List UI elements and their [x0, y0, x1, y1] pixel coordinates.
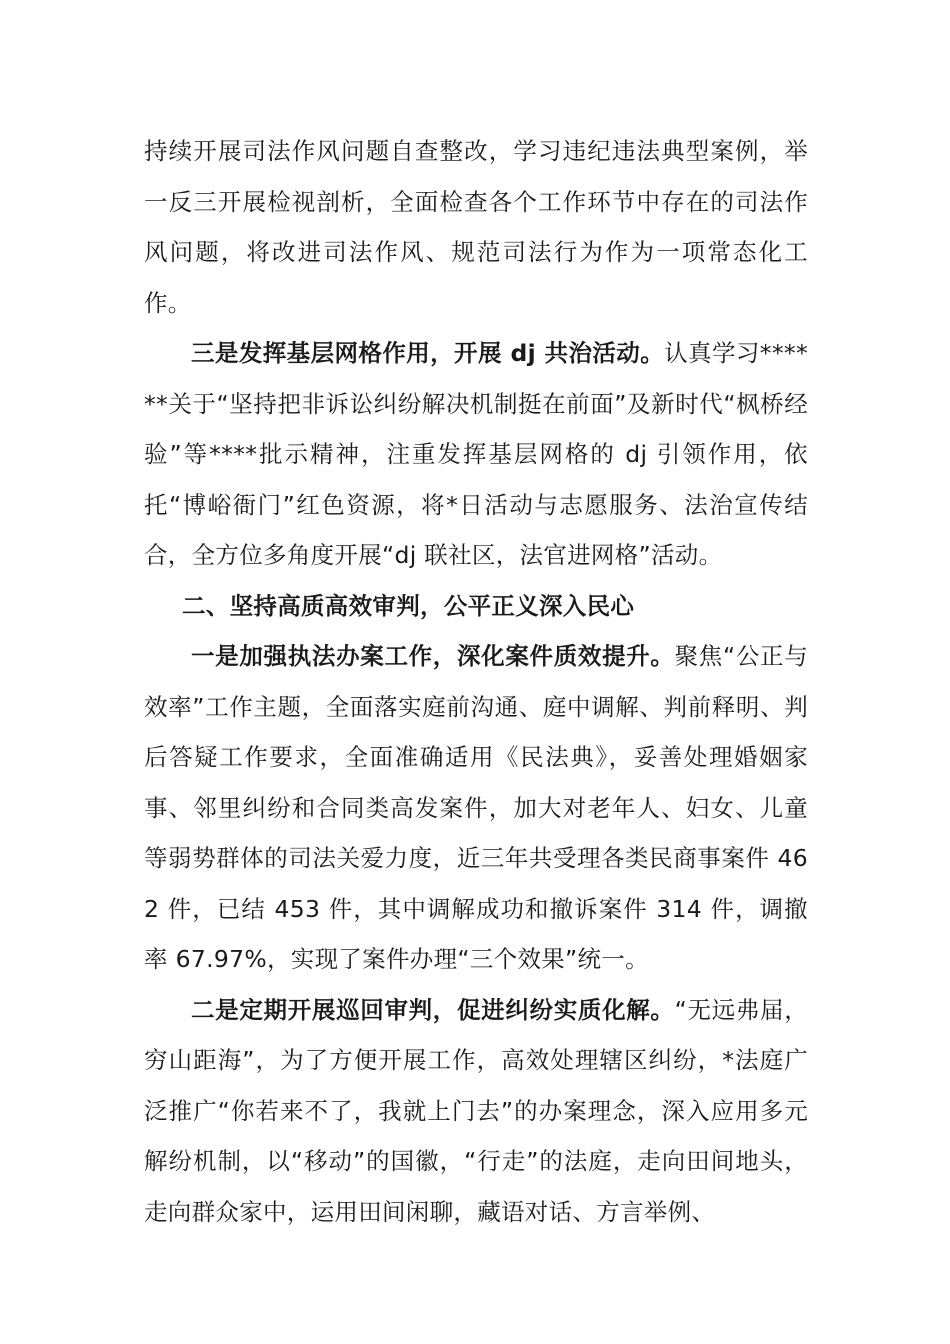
- paragraph-text: “无远弗届，穷山距海”，为了方便开展工作，高效处理辖区纠纷，*法庭广泛推广“你若来不了，我就上门去”的办案理念，深入应用多元解纷机制，以“移动”的国徽，“行走”的法庭，走向田间地头，走向群众家中，运用田间闲聊，藏语对话、方言举例、: [144, 995, 809, 1226]
- section-heading: [144, 581, 808, 632]
- paragraph-lead-heading: 三是发挥基层网格作用，开展 dj 共治活动。: [191, 339, 665, 367]
- paragraph-continuation: [144, 126, 808, 328]
- paragraph-text: 认真学习******关于“坚持把非诉讼纠纷解决机制挺在前面”及新时代“枫桥经验”等****批示精神，注重发挥基层网格的 dj 引领作用，依托“博峪衙门”红色资源，将*日活动与志愿服务、法治宣传结合，全方位多角度开展“dj 联社区，法官进网格”活动。: [144, 339, 808, 569]
- paragraph-case-handling: [144, 631, 808, 985]
- paragraph-text: 持续开展司法作风问题自查整改，学习违纪违法典型案例，举一反三开展检视剖析，全面检查各个工作环节中存在的司法作风问题，将改进司法作风、规范司法行为作为一项常态化工作。: [144, 137, 808, 317]
- section-heading-text: 二、坚持高质高效审判，公平正义深入民心: [182, 591, 635, 620]
- paragraph-text: 聚焦“公正与效率”工作主题，全面落实庭前沟通、庭中调解、判前释明、判后答疑工作要求，全面准确适用《民法典》，妥善处理婚姻家事、邻里纠纷和合同类高发案件，加大对老年人、妇女、儿童等弱势群体的司法关爱力度，近三年共受理各类民商事案件 462 件，已结 453 件，其中调解成功和撤诉案件 314 件，调撤率 67.97%，实现了案件办理“三个效果”统一。: [144, 642, 809, 973]
- paragraph-lead-heading: 一是加强执法办案工作，深化案件质效提升。: [191, 642, 675, 670]
- document-page: [144, 126, 808, 1237]
- paragraph-grid-governance: [144, 328, 808, 581]
- paragraph-circuit-trial: [144, 985, 808, 1238]
- paragraph-lead-heading: 二是定期开展巡回审判，促进纠纷实质化解。: [191, 995, 675, 1024]
